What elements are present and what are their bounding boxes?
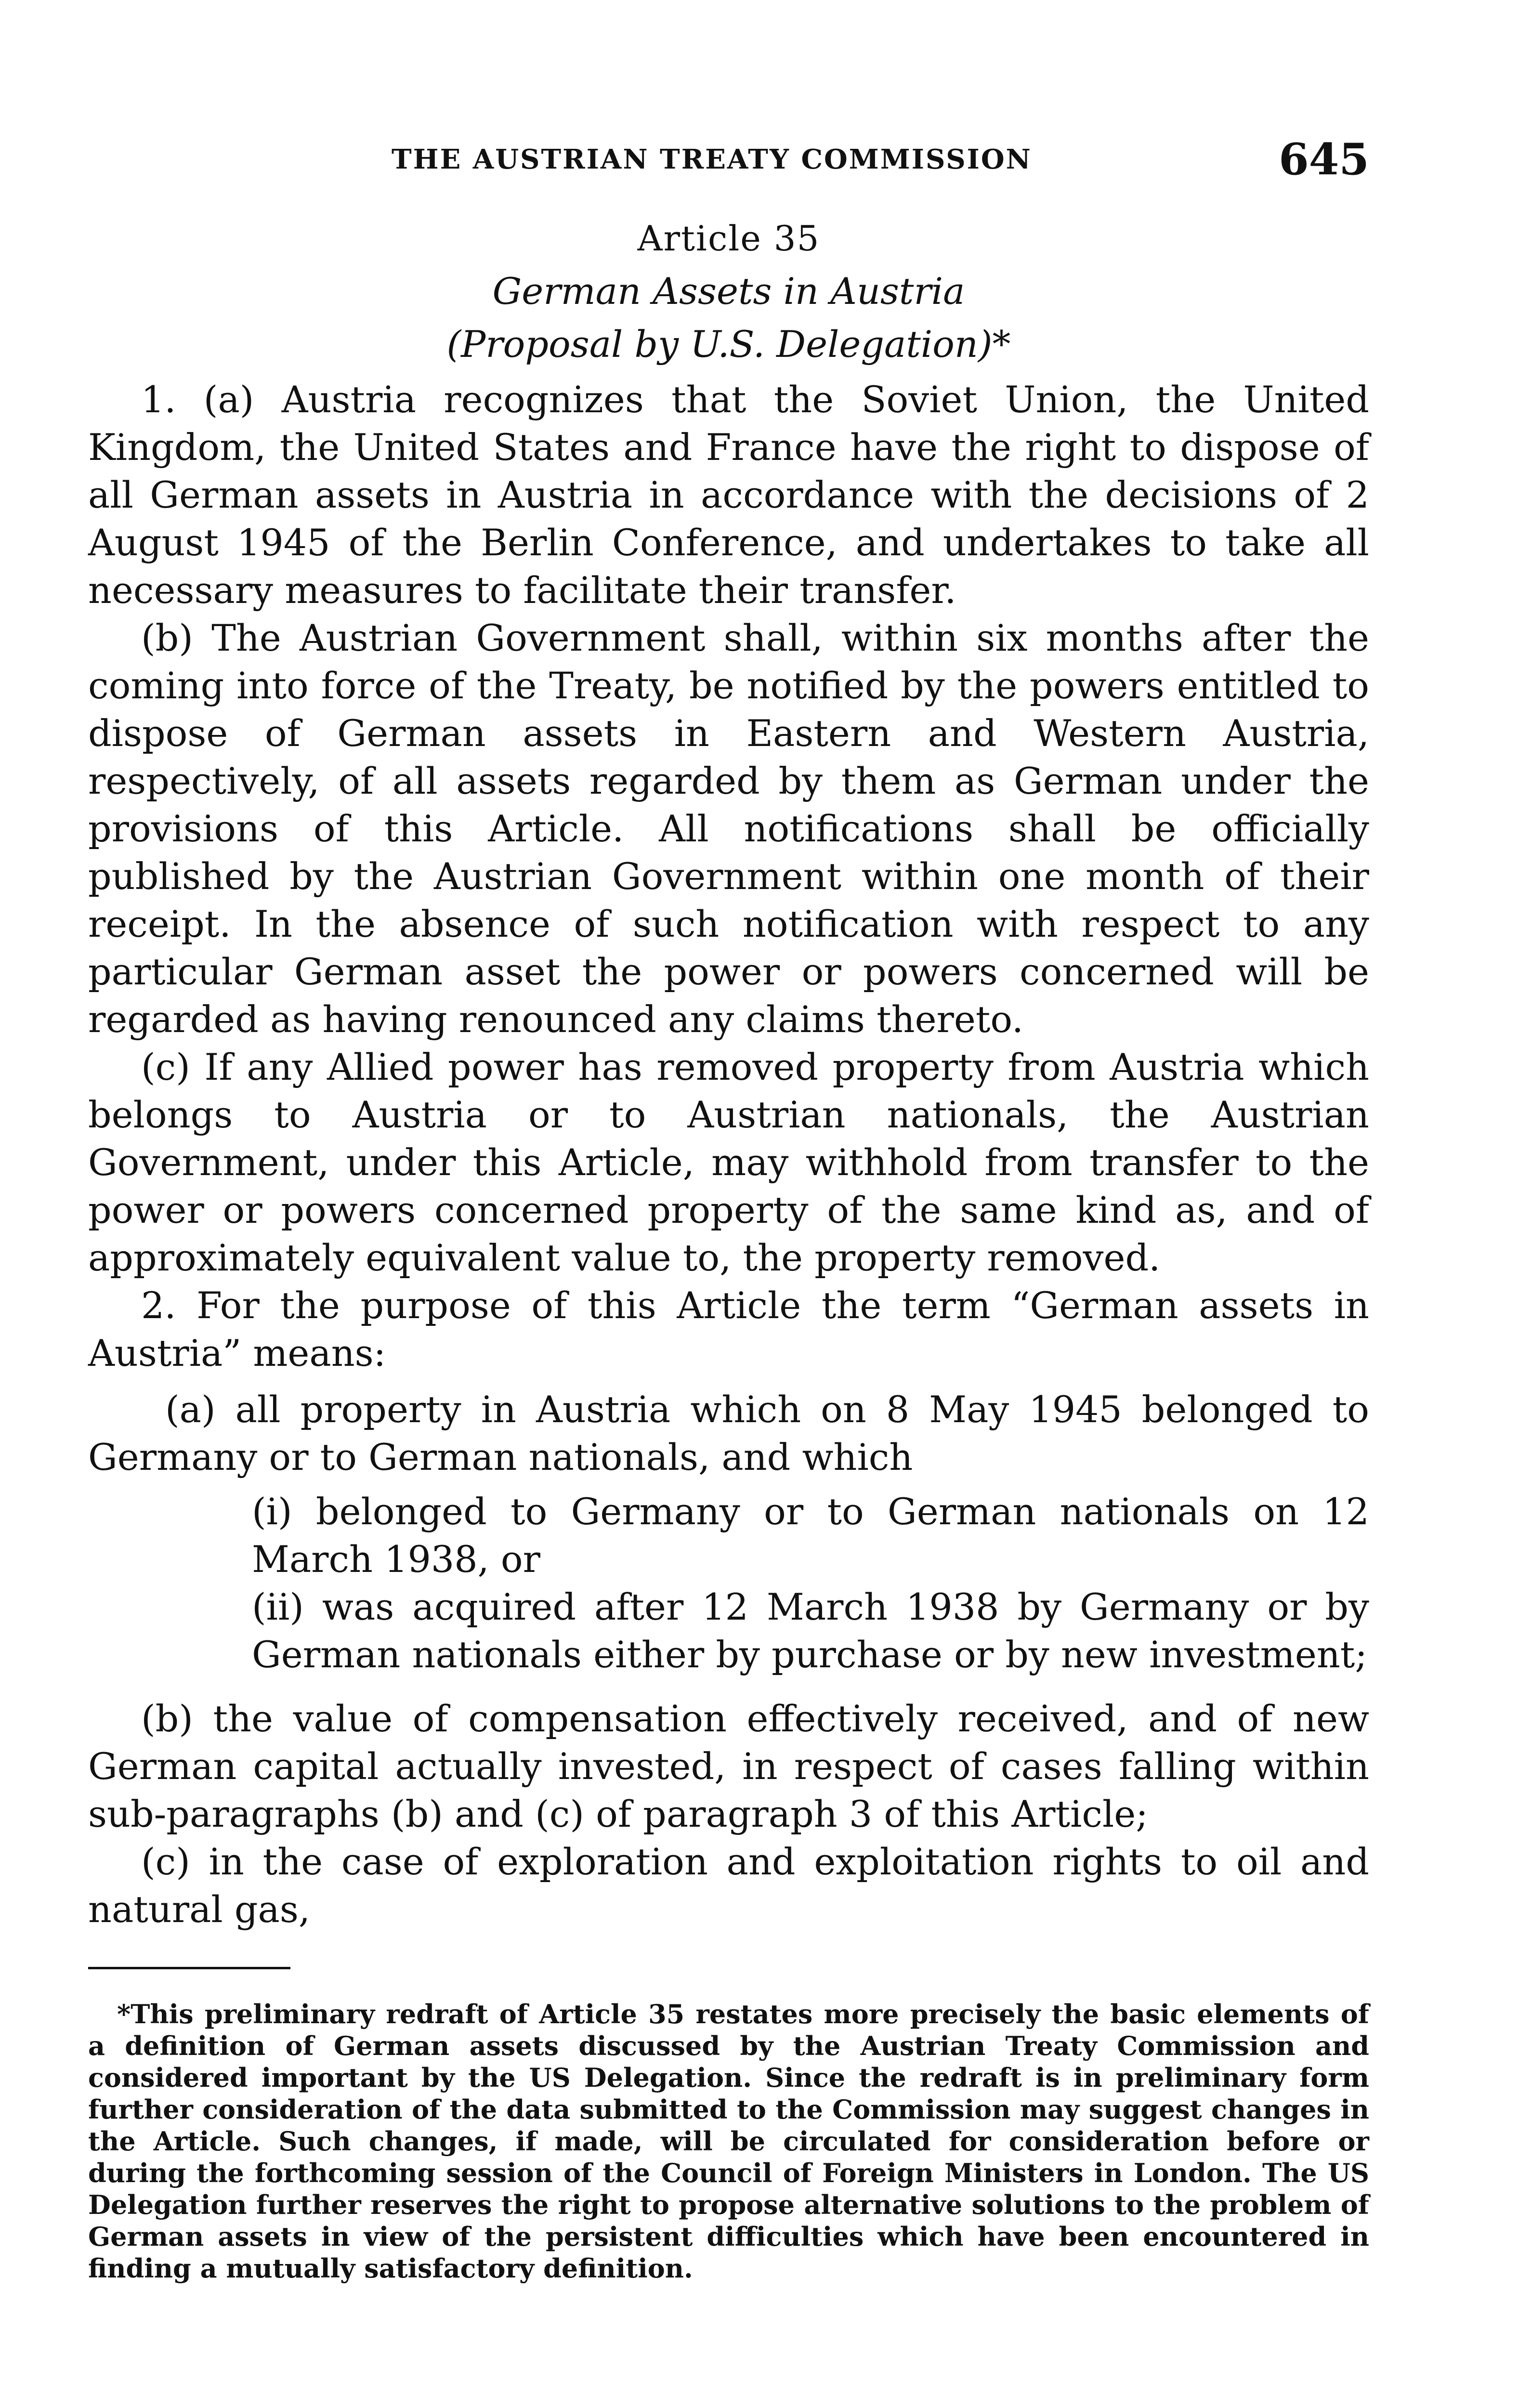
footnote-text: *This preliminary redraft of Article 35 restates more precisely the basic elements of a definition of German assets discussed by the Austrian Treaty Commission and considered important by the US Delegation. Since the redraft is in preliminary form further consideration of the data submitted to the Commission may suggest changes in the Article. Such changes, if made, will be circulated for consideration before or during the forthcoming session of the Council of Foreign Ministers in London. The US Delegation further reserves the right to propose alternative solutions to the problem of German assets in view of the persistent difficulties which have been encountered in finding a mutually satisfactory definition.: [88, 1999, 1369, 2284]
paragraph-2a-block: [88, 1386, 1369, 1481]
article-title: Article 35: [637, 218, 820, 259]
paragraph-2a-i: (i) belonged to Germany or to German nationals on 12 March 1938, or: [252, 1490, 1369, 1581]
article-body: [88, 376, 1369, 1933]
paragraph-2a-ii: (ii) was acquired after 12 March 1938 by Germany or by German nationals either by purchase or by new investment;: [252, 1585, 1369, 1676]
running-head: THE AUSTRIAN TREATY COMMISSION: [392, 144, 1032, 175]
paragraph-2: 2. For the purpose of this Article the term “German assets in Austria” means:: [88, 1284, 1369, 1374]
paragraph-2a-subitems: [252, 1488, 1369, 1678]
paragraph-1a: 1. (a) Austria recognizes that the Soviet Union, the United Kingdom, the United States and France have the right to dispose of all German assets in Austria in accordance with the decisions of 2 August 1945 of the Berlin Conference, and undertakes to take all necessary measures to facilitate their transfer.: [88, 378, 1369, 612]
footnote: [88, 1998, 1369, 2284]
paragraph-1c: (c) If any Allied power has removed property from Austria which belongs to Austria or to Austrian nationals, the Austrian Government, under this Article, may withhold from transfer to the power or powers concerned property of the same kind as, and of approximately equivalent value to, the property removed.: [88, 1046, 1369, 1279]
paragraph-1b: (b) The Austrian Government shall, within six months after the coming into force of the Treaty, be notified by the powers entitled to dispose of German assets in Eastern and Western Austria, respectively, of all assets regarded by them as German under the provisions of this Article. All notifications shall be officially published by the Austrian Government within one month of their receipt. In the absence of such notification with respect to any particular German asset the power or powers concerned will be regarded as having renounced any claims thereto.: [88, 616, 1369, 1041]
page-number: 645: [1279, 134, 1369, 185]
article-proposal: (Proposal by U.S. Delegation)*: [446, 323, 1011, 366]
page-header: [88, 130, 1369, 193]
document-page: [88, 130, 1369, 2284]
paragraph-2b: (b) the value of compensation effectively received, and of new German capital actually invested, in respect of cases falling within sub-paragraphs (b) and (c) of paragraph 3 of this Article;: [88, 1697, 1369, 1835]
footnote-divider: [88, 1967, 290, 1969]
paragraph-2c: (c) in the case of exploration and exploitation rights to oil and natural gas,: [88, 1840, 1369, 1931]
paragraph-2a: (a) all property in Austria which on 8 May 1945 belonged to Germany or to German nationals, and which: [88, 1388, 1369, 1479]
article-subtitle: German Assets in Austria: [492, 270, 965, 313]
